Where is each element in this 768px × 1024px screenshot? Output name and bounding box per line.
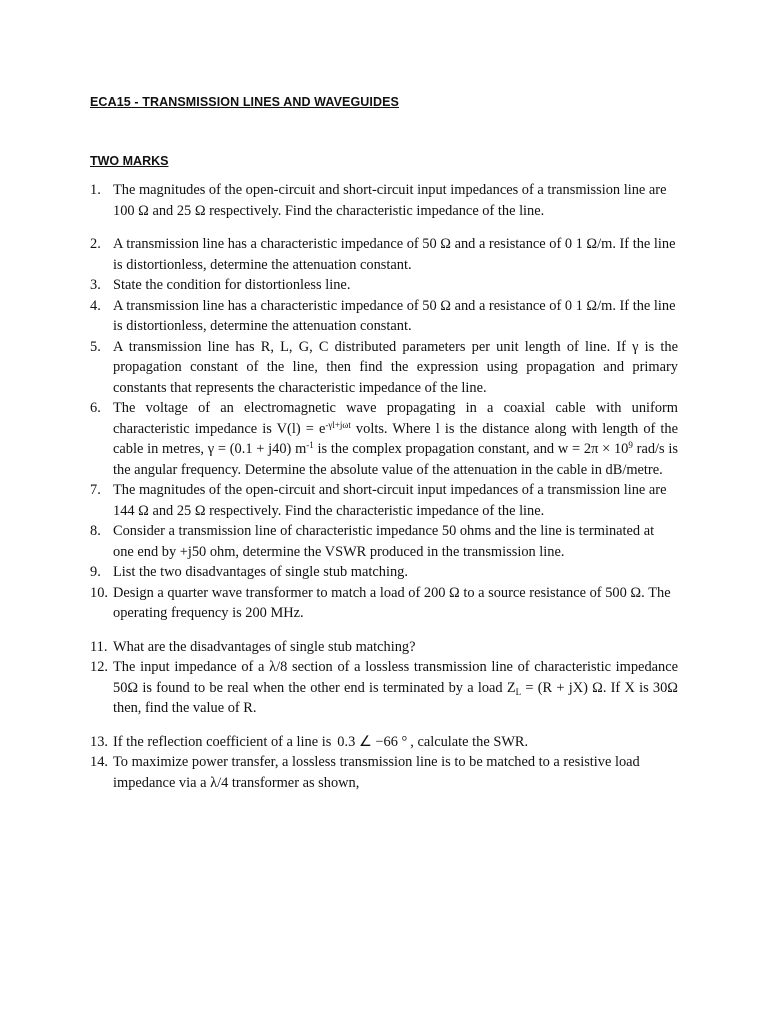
question-text: A transmission line has a characteristic impedance of 50 Ω and a resistance of 0 1 Ω/m. If the line is distortionless, determine the attenuation constant.: [113, 236, 676, 273]
question-text: List the two disadvantages of single stub matching.: [113, 564, 408, 580]
reflection-coefficient-value: 0.3 ∠ −66 °: [337, 733, 408, 750]
question-item: [90, 180, 678, 221]
question-text: State the condition for distortionless line.: [113, 277, 351, 293]
question-item: [90, 337, 678, 399]
question-number: 11.: [90, 638, 108, 655]
question-text-part: The input impedance of a λ/8 section of a lossless transmission line of characteristic impedance 50Ω is found to be real when the other end is terminated by a load Z: [113, 659, 678, 696]
question-number: 14.: [90, 754, 108, 770]
question-text: To maximize power transfer, a lossless transmission line is to be matched to a resistive load impedance via a λ/4 transformer as shown,: [113, 754, 640, 791]
question-item: [90, 480, 678, 521]
question-number: 8.: [90, 523, 101, 539]
question-number: 10.: [90, 584, 108, 601]
question-number: 12.: [90, 659, 108, 675]
question-text-part: rad/s is the angular frequency. Determine the absolute value of the attenuation in the cable in dB/metre.: [113, 441, 678, 478]
question-text-part: If the reflection coefficient of a line is: [113, 733, 332, 750]
question-text-part: = (R + jX) Ω. If X is 30Ω then, find the value of R.: [113, 679, 679, 716]
question-text-part: is the complex propagation constant, and w = 2π × 10: [313, 441, 629, 457]
question-text-part: , calculate the SWR.: [410, 733, 529, 750]
course-title: ECA15 - TRANSMISSION LINES AND WAVEGUIDES: [90, 95, 399, 109]
question-text: Consider a transmission line of characteristic impedance 50 ohms and the line is terminated at one end by +j50 ohm, determine the VSWR produced in the transmission line.: [113, 523, 655, 560]
question-list: [90, 180, 678, 793]
question-text: What are the disadvantages of single stub matching?: [113, 638, 416, 655]
question-item: [90, 583, 678, 624]
exponent-superscript: 9: [628, 440, 633, 450]
question-text: The magnitudes of the open-circuit and short-circuit input impedances of a transmission line are 100 Ω and 25 Ω respectively. Find the characteristic impedance of the line.: [113, 182, 667, 219]
question-number: 13.: [90, 733, 108, 750]
question-text: [113, 657, 678, 719]
question-number: 2.: [90, 236, 101, 252]
question-number: 7.: [90, 482, 101, 498]
question-item: [90, 732, 678, 753]
question-number: 1.: [90, 182, 101, 198]
question-text-part: volts. Where l is the distance along with length of the cable in metres, γ = (0.1 + j40) m: [113, 420, 679, 457]
question-number: 3.: [90, 277, 101, 293]
exponent-superscript: -1: [306, 440, 314, 450]
question-item: [90, 637, 678, 658]
question-item: [90, 296, 678, 337]
question-item: [90, 275, 678, 296]
question-item: [90, 562, 678, 583]
load-subscript: L: [515, 686, 522, 697]
question-number: 4.: [90, 297, 101, 314]
question-text: [113, 732, 678, 753]
question-item: [90, 234, 678, 275]
question-text: Design a quarter wave transformer to match a load of 200 Ω to a source resistance of 500 Ω. The operating frequency is 200 MHz.: [113, 584, 671, 621]
question-number: 9.: [90, 564, 101, 580]
section-title: TWO MARKS: [90, 154, 169, 168]
question-item: [90, 398, 678, 480]
question-text: A transmission line has a characteristic impedance of 50 Ω and a resistance of 0 1 Ω/m. If the line is distortionless, determine the attenuation constant.: [113, 297, 676, 334]
question-text: A transmission line has R, L, G, C distributed parameters per unit length of line. If γ is the propagation constant of the line, then find the expression using propagation and primary constants that represents the characteristic impedance of the line.: [113, 338, 678, 396]
question-text-part: The voltage of an electromagnetic wave propagating in a coaxial cable with uniform characteristic impedance is V(l) = e: [113, 400, 678, 437]
question-item: [90, 657, 678, 719]
question-number: 6.: [90, 400, 101, 416]
question-number: 5.: [90, 338, 101, 355]
question-text: [113, 398, 678, 480]
exponent-superscript: -γl+jωt: [325, 419, 351, 430]
question-text: The magnitudes of the open-circuit and short-circuit input impedances of a transmission line are 144 Ω and 25 Ω respectively. Find the characteristic impedance of the line.: [113, 482, 667, 519]
question-item: [90, 752, 678, 793]
question-item: [90, 521, 678, 562]
